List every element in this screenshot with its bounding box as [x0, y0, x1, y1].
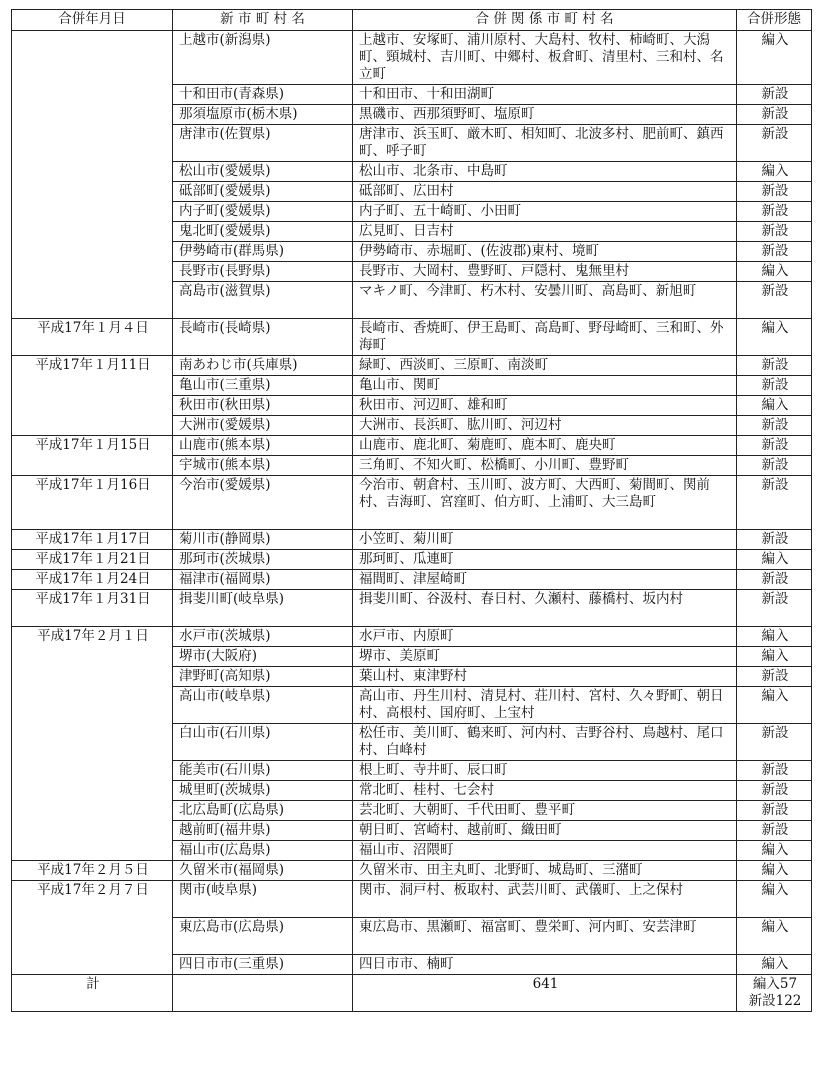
table-row — [12, 31, 812, 85]
total-empty-cell — [173, 975, 353, 1012]
merger-type-cell: 編入 — [737, 861, 812, 881]
new-municipality-cell: 東広島市(広島県) — [173, 918, 353, 955]
new-municipality-cell: 伊勢崎市(群馬県) — [173, 242, 353, 262]
merger-date-cell — [12, 31, 173, 319]
merger-table — [11, 9, 812, 1012]
merger-date-cell: 平成17年１月17日 — [12, 530, 173, 550]
merger-type-cell: 新設 — [737, 105, 812, 125]
related-municipalities-cell: 小笠町、菊川町 — [353, 530, 737, 550]
merger-type-cell: 編入 — [737, 918, 812, 955]
merger-date-cell: 平成17年２月５日 — [12, 861, 173, 881]
new-municipality-cell: 北広島町(広島県) — [173, 801, 353, 821]
new-municipality-cell: 城里町(茨城県) — [173, 781, 353, 801]
new-municipality-cell: 今治市(愛媛県) — [173, 476, 353, 530]
new-municipality-cell: 那珂市(茨城県) — [173, 550, 353, 570]
total-form-count: 編入57 — [752, 976, 798, 992]
header-merger-date: 合併年月日 — [12, 10, 173, 31]
related-municipalities-cell: 三角町、不知火町、松橋町、小川町、豊野町 — [353, 456, 737, 476]
merger-type-cell: 編入 — [737, 396, 812, 416]
merger-date-cell: 平成17年１月４日 — [12, 319, 173, 356]
merger-date-cell: 平成17年１月31日 — [12, 590, 173, 627]
merger-type-cell: 編入 — [737, 319, 812, 356]
related-municipalities-cell: 朝日町、宮崎村、越前町、織田町 — [353, 821, 737, 841]
merger-type-cell: 編入 — [737, 550, 812, 570]
merger-type-cell: 編入 — [737, 31, 812, 85]
related-municipalities-cell: 東広島市、黒瀬町、福富町、豊栄町、河内町、安芸津町 — [353, 918, 737, 955]
new-municipality-cell: 長野市(長野県) — [173, 262, 353, 282]
new-municipality-cell: 四日市市(三重県) — [173, 955, 353, 975]
merger-type-cell: 編入 — [737, 955, 812, 975]
new-municipality-cell: 内子町(愛媛県) — [173, 202, 353, 222]
related-municipalities-cell: 那珂町、瓜連町 — [353, 550, 737, 570]
related-municipalities-cell: 揖斐川町、谷汲村、春日村、久瀬村、藤橋村、坂内村 — [353, 590, 737, 627]
new-municipality-cell: 能美市(石川県) — [173, 761, 353, 781]
related-municipalities-cell: 福山市、沼隈町 — [353, 841, 737, 861]
new-municipality-cell: 水戸市(茨城県) — [173, 627, 353, 647]
related-municipalities-cell: 伊勢崎市、赤堀町、(佐波郡)東村、境町 — [353, 242, 737, 262]
merger-type-cell: 新設 — [737, 781, 812, 801]
related-municipalities-cell: 砥部町、広田村 — [353, 182, 737, 202]
merger-date-cell: 平成17年１月24日 — [12, 570, 173, 590]
total-label: 計 — [12, 975, 173, 1012]
merger-type-cell: 新設 — [737, 724, 812, 761]
related-municipalities-cell: 久留米市、田主丸町、北野町、城島町、三潴町 — [353, 861, 737, 881]
table-row — [12, 570, 812, 590]
merger-type-cell: 新設 — [737, 376, 812, 396]
related-municipalities-cell: 唐津市、浜玉町、厳木町、相知町、北波多村、肥前町、鎮西町、呼子町 — [353, 125, 737, 162]
merger-type-cell: 新設 — [737, 85, 812, 105]
new-municipality-cell: 十和田市(青森県) — [173, 85, 353, 105]
table-row — [12, 881, 812, 918]
new-municipality-cell: 津野町(高知県) — [173, 667, 353, 687]
new-municipality-cell: 宇城市(熊本県) — [173, 456, 353, 476]
total-forms-cell — [737, 975, 812, 1012]
new-municipality-cell: 関市(岐阜県) — [173, 881, 353, 918]
merger-type-cell: 編入 — [737, 162, 812, 182]
related-municipalities-cell: 根上町、寺井町、辰口町 — [353, 761, 737, 781]
table-row — [12, 550, 812, 570]
related-municipalities-cell: 秋田市、河辺町、雄和町 — [353, 396, 737, 416]
merger-type-cell: 新設 — [737, 356, 812, 376]
merger-type-cell: 編入 — [737, 647, 812, 667]
merger-type-cell: 新設 — [737, 456, 812, 476]
related-municipalities-cell: 松山市、北条市、中島町 — [353, 162, 737, 182]
related-municipalities-cell: 葉山村、東津野村 — [353, 667, 737, 687]
merger-type-cell: 新設 — [737, 182, 812, 202]
merger-date-cell: 平成17年２月７日 — [12, 881, 173, 975]
merger-type-cell: 新設 — [737, 282, 812, 319]
merger-type-cell: 新設 — [737, 125, 812, 162]
new-municipality-cell: 上越市(新潟県) — [173, 31, 353, 85]
header-new-municipality: 新 市 町 村 名 — [173, 10, 353, 31]
merger-type-cell: 編入 — [737, 881, 812, 918]
new-municipality-cell: 久留米市(福岡県) — [173, 861, 353, 881]
related-municipalities-cell: 常北町、桂村、七会村 — [353, 781, 737, 801]
merger-type-cell: 新設 — [737, 416, 812, 436]
merger-type-cell: 編入 — [737, 627, 812, 647]
new-municipality-cell: 山鹿市(熊本県) — [173, 436, 353, 456]
related-municipalities-cell: 山鹿市、鹿北町、菊鹿町、鹿本町、鹿央町 — [353, 436, 737, 456]
total-row — [12, 975, 812, 1012]
header-related-municipalities: 合 併 関 係 市 町 村 名 — [353, 10, 737, 31]
related-municipalities-cell: 亀山市、関町 — [353, 376, 737, 396]
merger-type-cell: 新設 — [737, 242, 812, 262]
merger-date-cell: 平成17年１月16日 — [12, 476, 173, 530]
merger-type-cell: 新設 — [737, 570, 812, 590]
related-municipalities-cell: 堺市、美原町 — [353, 647, 737, 667]
new-municipality-cell: 長崎市(長崎県) — [173, 319, 353, 356]
related-municipalities-cell: 福間町、津屋崎町 — [353, 570, 737, 590]
new-municipality-cell: 那須塩原市(栃木県) — [173, 105, 353, 125]
table-row — [12, 436, 812, 456]
merger-type-cell: 新設 — [737, 801, 812, 821]
table-row — [12, 861, 812, 881]
related-municipalities-cell: 緑町、西淡町、三原町、南淡町 — [353, 356, 737, 376]
merger-type-cell: 新設 — [737, 761, 812, 781]
table-row — [12, 627, 812, 647]
total-form-count: 新設122 — [748, 993, 802, 1009]
new-municipality-cell: 鬼北町(愛媛県) — [173, 222, 353, 242]
header-merger-type: 合併形態 — [737, 10, 812, 31]
new-municipality-cell: 亀山市(三重県) — [173, 376, 353, 396]
related-municipalities-cell: 広見町、日吉村 — [353, 222, 737, 242]
new-municipality-cell: 秋田市(秋田県) — [173, 396, 353, 416]
related-municipalities-cell: 水戸市、内原町 — [353, 627, 737, 647]
new-municipality-cell: 菊川市(静岡県) — [173, 530, 353, 550]
related-municipalities-cell: 上越市、安塚町、浦川原村、大島村、牧村、柿崎町、大潟町、頸城村、吉川町、中郷村、板倉町、清里村、三和村、名立町 — [353, 31, 737, 85]
new-municipality-cell: 越前町(福井県) — [173, 821, 353, 841]
new-municipality-cell: 福山市(広島県) — [173, 841, 353, 861]
merger-type-cell: 新設 — [737, 202, 812, 222]
related-municipalities-cell: マキノ町、今津町、朽木村、安曇川町、高島町、新旭町 — [353, 282, 737, 319]
merger-date-cell: 平成17年１月21日 — [12, 550, 173, 570]
new-municipality-cell: 南あわじ市(兵庫県) — [173, 356, 353, 376]
new-municipality-cell: 揖斐川町(岐阜県) — [173, 590, 353, 627]
table-row — [12, 356, 812, 376]
merger-type-cell: 新設 — [737, 530, 812, 550]
related-municipalities-cell: 黒磯市、西那須野町、塩原町 — [353, 105, 737, 125]
new-municipality-cell: 唐津市(佐賀県) — [173, 125, 353, 162]
merger-date-cell: 平成17年２月１日 — [12, 627, 173, 861]
table-row — [12, 476, 812, 530]
related-municipalities-cell: 芸北町、大朝町、千代田町、豊平町 — [353, 801, 737, 821]
merger-date-cell: 平成17年１月11日 — [12, 356, 173, 436]
merger-type-cell: 編入 — [737, 687, 812, 724]
new-municipality-cell: 砥部町(愛媛県) — [173, 182, 353, 202]
merger-type-cell: 新設 — [737, 821, 812, 841]
table-row — [12, 590, 812, 627]
new-municipality-cell: 松山市(愛媛県) — [173, 162, 353, 182]
related-municipalities-cell: 関市、洞戸村、板取村、武芸川町、武儀町、上之保村 — [353, 881, 737, 918]
related-municipalities-cell: 長崎市、香焼町、伊王島町、高島町、野母崎町、三和町、外海町 — [353, 319, 737, 356]
merger-type-cell: 新設 — [737, 222, 812, 242]
new-municipality-cell: 福津市(福岡県) — [173, 570, 353, 590]
merger-type-cell: 編入 — [737, 262, 812, 282]
merger-type-cell: 新設 — [737, 436, 812, 456]
related-municipalities-cell: 大洲市、長浜町、肱川町、河辺村 — [353, 416, 737, 436]
merger-type-cell: 新設 — [737, 667, 812, 687]
merger-type-cell: 新設 — [737, 476, 812, 530]
related-municipalities-cell: 今治市、朝倉村、玉川町、波方町、大西町、菊間町、関前村、吉海町、宮窪町、伯方町、上浦町、大三島町 — [353, 476, 737, 530]
table-body — [12, 31, 812, 1012]
related-municipalities-cell: 四日市市、楠町 — [353, 955, 737, 975]
merger-date-cell: 平成17年１月15日 — [12, 436, 173, 476]
related-municipalities-cell: 十和田市、十和田湖町 — [353, 85, 737, 105]
new-municipality-cell: 堺市(大阪府) — [173, 647, 353, 667]
new-municipality-cell: 高島市(滋賀県) — [173, 282, 353, 319]
related-municipalities-cell: 高山市、丹生川村、清見村、荘川村、宮村、久々野町、朝日村、高根村、国府町、上宝村 — [353, 687, 737, 724]
header-row — [12, 10, 812, 31]
merger-type-cell: 編入 — [737, 841, 812, 861]
new-municipality-cell: 大洲市(愛媛県) — [173, 416, 353, 436]
table-row — [12, 530, 812, 550]
new-municipality-cell: 白山市(石川県) — [173, 724, 353, 761]
merger-type-cell: 新設 — [737, 590, 812, 627]
new-municipality-cell: 高山市(岐阜県) — [173, 687, 353, 724]
related-municipalities-cell: 内子町、五十崎町、小田町 — [353, 202, 737, 222]
related-municipalities-cell: 長野市、大岡村、豊野町、戸隠村、鬼無里村 — [353, 262, 737, 282]
related-municipalities-cell: 松任市、美川町、鶴来町、河内村、吉野谷村、鳥越村、尾口村、白峰村 — [353, 724, 737, 761]
total-count: 641 — [353, 975, 737, 1012]
table-row — [12, 319, 812, 356]
